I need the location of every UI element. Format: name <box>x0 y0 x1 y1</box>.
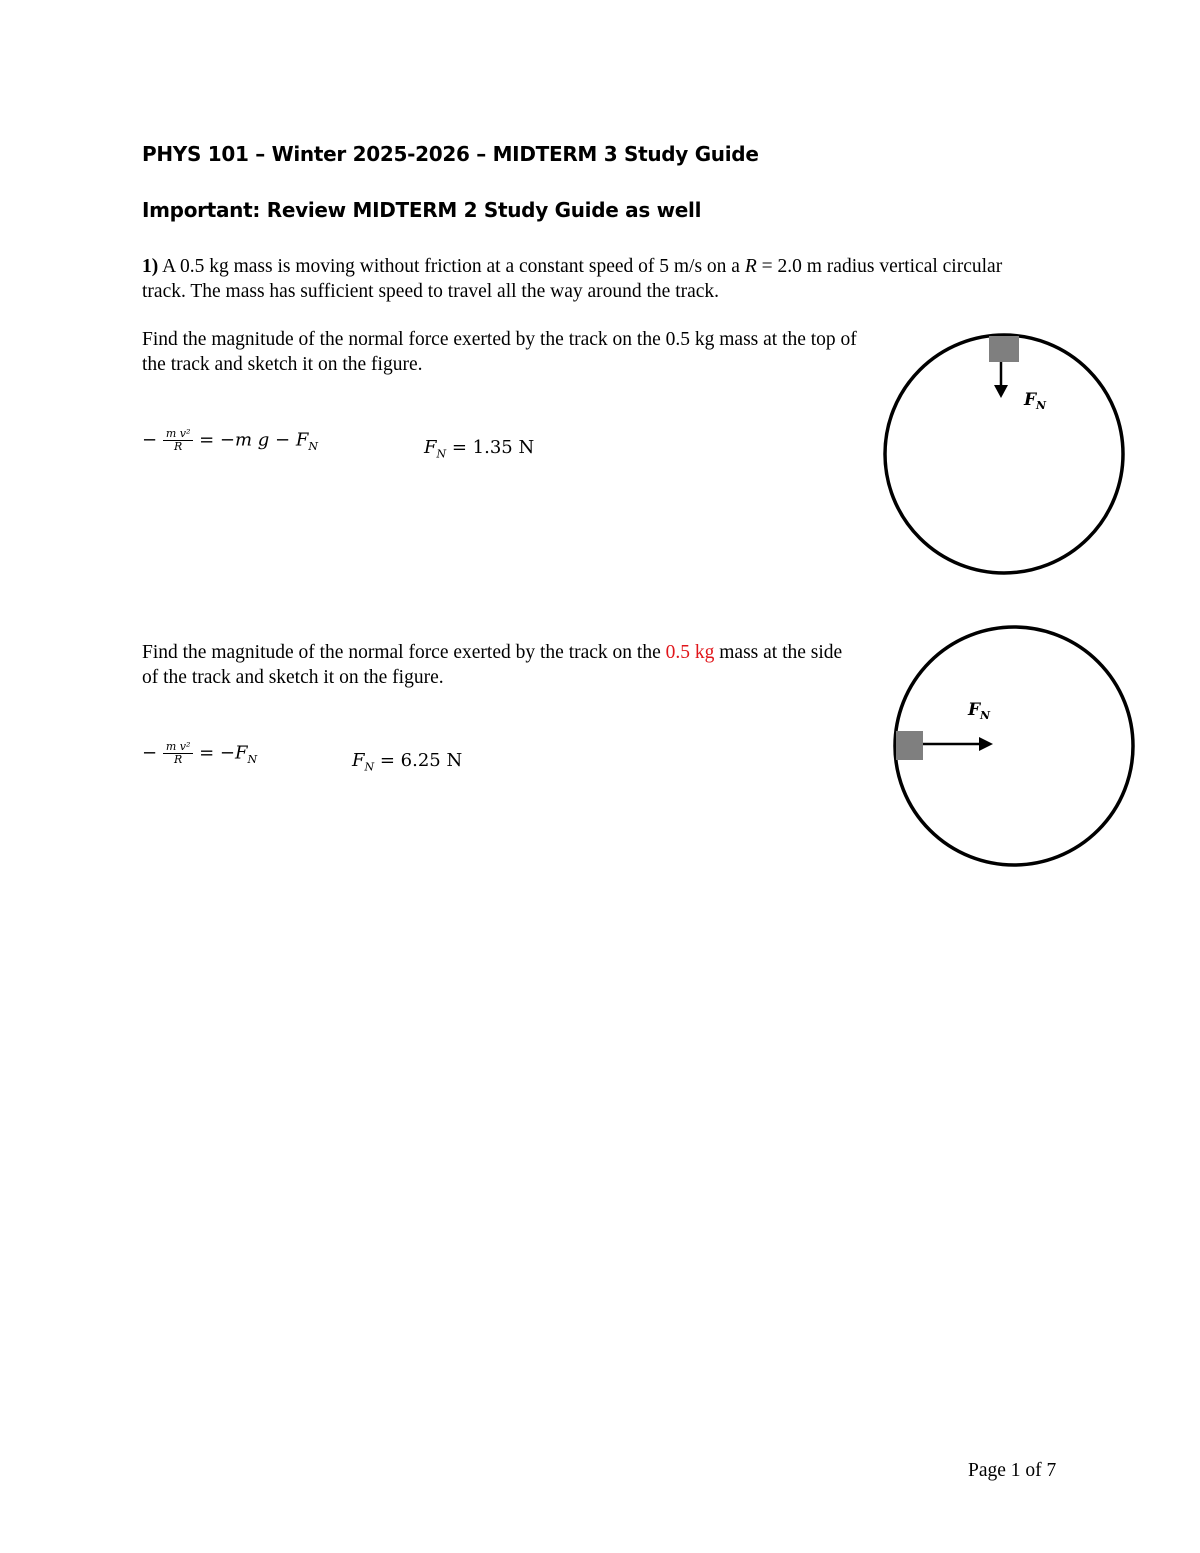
problem-number: 1) <box>142 256 159 277</box>
equation-side <box>142 741 257 766</box>
question-side-a: Find the magnitude of the normal force exerted by the track on the <box>142 642 661 663</box>
problem-statement <box>142 254 1042 304</box>
eq-denominator: R <box>173 440 183 453</box>
figure-side-track <box>890 622 1140 872</box>
question-side-mass: 0.5 kg <box>665 642 715 663</box>
figure-label: F <box>1024 390 1037 410</box>
mass-block <box>989 336 1019 362</box>
mass-block <box>896 731 923 760</box>
question-side-b: mass at the side of the track and sketch it on the figure. <box>142 642 843 688</box>
eq-fraction <box>163 428 194 453</box>
figure-label-sub: N <box>1036 399 1047 412</box>
eq-numerator: m v² <box>163 428 194 441</box>
eq-denominator: R <box>173 753 183 766</box>
equation-top <box>142 428 318 453</box>
problem-text-b: = 2.0 m radius vertical circular track. The mass has sufficient speed to travel all the way around the track. <box>142 256 1003 302</box>
question-side <box>142 640 862 690</box>
page-title: PHYS 101 – Winter 2025-2026 – MIDTERM 3 Study Guide <box>142 142 759 166</box>
answer-value: = 6.25 N <box>379 750 463 771</box>
eq-minus: − <box>142 429 158 451</box>
eq-rhs: = −F <box>199 742 248 764</box>
eq-numerator: m v² <box>163 741 194 754</box>
figure-label: F <box>968 700 981 720</box>
answer-top <box>424 437 534 461</box>
problem-text-a: A 0.5 kg mass is moving without friction at a constant speed of 5 m/s on a <box>162 256 740 277</box>
figure-label-sub: N <box>980 709 991 722</box>
answer-side <box>352 750 462 774</box>
radius-symbol: R <box>744 256 757 277</box>
answer-sub: N <box>436 447 447 461</box>
eq-minus: − <box>142 742 158 764</box>
track-circle <box>885 335 1123 573</box>
question-top: Find the magnitude of the normal force exerted by the track on the 0.5 kg mass at the top of the track and sketch it on the figure. <box>142 329 857 375</box>
page-number: Page 1 of 7 <box>968 1460 1057 1481</box>
page-subtitle: Important: Review MIDTERM 2 Study Guide as well <box>142 198 702 222</box>
arrow-head-icon <box>979 737 993 751</box>
eq-fraction <box>163 741 194 766</box>
answer-value: = 1.35 N <box>451 437 535 458</box>
answer-sub: N <box>364 760 375 774</box>
arrow-head-icon <box>994 385 1008 398</box>
eq-rhs-sub: N <box>247 753 258 767</box>
eq-rhs: = −m g − F <box>199 429 309 451</box>
answer-symbol: F <box>352 750 365 771</box>
figure-top-track <box>880 330 1130 580</box>
track-circle <box>895 627 1133 865</box>
eq-rhs-sub: N <box>308 440 318 454</box>
answer-symbol: F <box>424 437 437 458</box>
